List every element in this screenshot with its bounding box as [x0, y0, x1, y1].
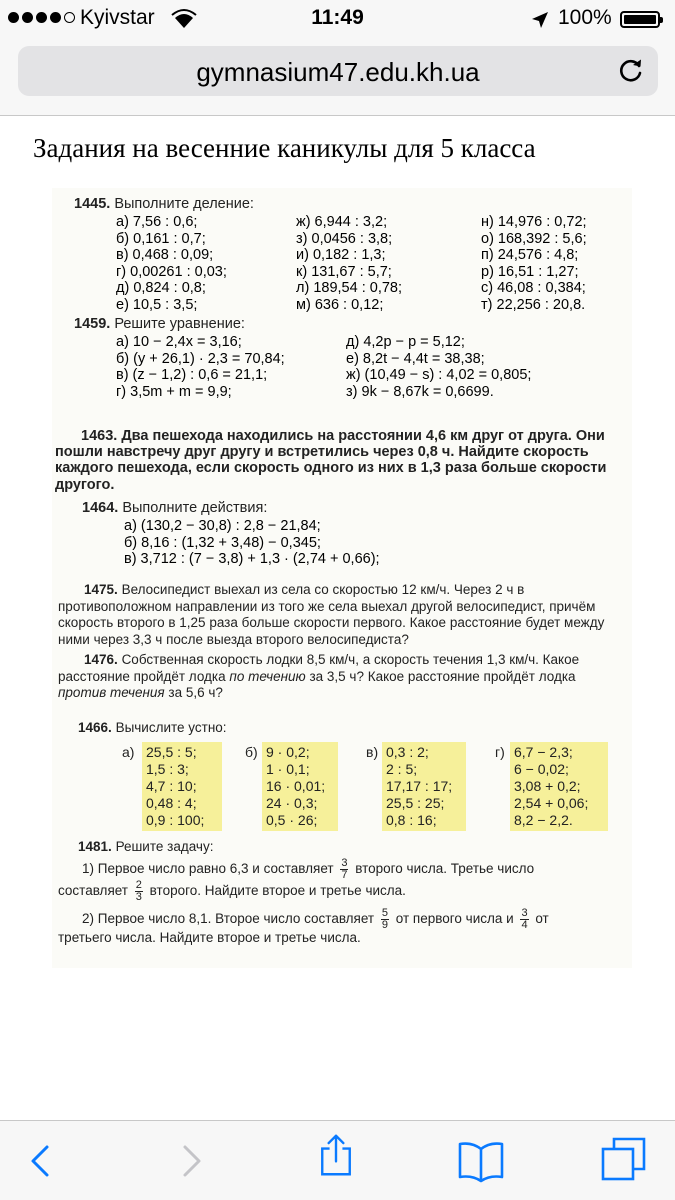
list-item: 25,5 : 25;	[386, 795, 445, 811]
list-item: р) 16,51 : 1,27;	[481, 263, 579, 280]
task-1481-line2: составляет $\frac{2}{3}$ второго. Найдите второе и третье числа.	[58, 879, 406, 903]
task-1475: 1475. Велосипедист выехал из села со скоростью 12 км/ч. Через 2 ч в противоположном направлении из того же села выехал другой велосипедист, причём скорость второго в 1,25 раза больше скорости первого. Какое расстояние будет между ними через 3,3 ч после выезда второго велосипедиста?	[58, 582, 605, 647]
list-item: 16 · 0,01;	[266, 778, 326, 794]
reload-icon[interactable]	[618, 58, 644, 84]
task-1445-items	[116, 214, 651, 313]
list-item: 24 · 0,3;	[266, 795, 318, 811]
list-item: 25,5 : 5;	[146, 744, 197, 760]
group-label: г)	[495, 744, 505, 760]
list-item: в) (z − 1,2) : 0,6 = 21,1;	[116, 367, 268, 383]
task-1466-group-a	[142, 742, 222, 831]
group-label: а)	[122, 744, 135, 760]
browser-toolbar	[0, 1120, 675, 1200]
group-label: б)	[245, 744, 258, 760]
battery-icon	[620, 11, 660, 28]
scan-cut	[52, 568, 632, 574]
list-item: 0,48 : 4;	[146, 795, 197, 811]
list-item: 3,08 + 0,2;	[514, 778, 581, 794]
task-1445-heading: 1445. Выполните деление:	[74, 196, 254, 212]
list-item: 2,54 + 0,06;	[514, 795, 589, 811]
list-item: а) (130,2 − 30,8) : 2,8 − 21,84;	[124, 518, 321, 534]
task-1459-items	[116, 334, 586, 400]
list-item: в) 3,712 : (7 − 3,8) + 1,3 · (2,74 + 0,66);	[124, 551, 380, 567]
list-item: д) 0,824 : 0,8;	[116, 280, 206, 296]
page-title: Задания на весенние каникулы для 5 класса	[33, 133, 536, 163]
list-item: г) 0,00261 : 0,03;	[116, 263, 227, 280]
list-item: 1,5 : 3;	[146, 761, 189, 777]
list-item: г) 3,5m + m = 9,9;	[116, 383, 232, 400]
list-item: к) 131,67 : 5,7;	[296, 263, 392, 280]
list-item: е) 10,5 : 3,5;	[116, 296, 198, 313]
tabs-icon[interactable]	[600, 1135, 648, 1183]
carrier-name: Kyivstar	[80, 6, 155, 29]
task-1481-heading: 1481. Решите задачу:	[78, 839, 214, 854]
list-item: м) 636 : 0,12;	[296, 296, 384, 313]
list-item: и) 0,182 : 1,3;	[296, 247, 386, 263]
task-1481-line4: третьего числа. Найдите второе и третье числа.	[58, 930, 361, 945]
share-icon[interactable]	[314, 1133, 358, 1177]
list-item: с) 46,08 : 0,384;	[481, 280, 586, 296]
task-1464-items	[124, 518, 380, 568]
list-item: ж) (10,49 − s) : 4,02 = 0,805;	[346, 367, 532, 383]
list-item: 0,5 · 26;	[266, 812, 318, 828]
task-1459-heading: 1459. Решите уравнение:	[74, 316, 245, 332]
task-1466-group-c	[382, 742, 466, 831]
list-item: 8,2 − 2,2.	[514, 812, 573, 828]
task-1466-heading: 1466. Вычислите устно:	[78, 720, 227, 735]
list-item: з) 0,0456 : 3,8;	[296, 230, 393, 247]
list-item: т) 22,256 : 20,8.	[481, 296, 586, 313]
list-item: 2 : 5;	[386, 761, 418, 777]
task-1445-col3	[481, 214, 651, 313]
task-1459-col2	[346, 334, 586, 400]
list-item: в) 0,468 : 0,09;	[116, 247, 214, 263]
list-item: б) (y + 26,1) · 2,3 = 70,84;	[116, 350, 285, 367]
task-1481-line3: 2) Первое число 8,1. Второе число составляет $\frac{5}{9}$ от первого числа и $\frac{3}{4}$ от	[82, 907, 549, 931]
list-item: а) 7,56 : 0,6;	[116, 214, 198, 230]
group-label: в)	[366, 744, 379, 760]
url-text[interactable]: gymnasium47.edu.kh.ua	[196, 57, 480, 87]
list-item: л) 189,54 : 0,78;	[296, 280, 403, 296]
list-item: н) 14,976 : 0,72;	[481, 214, 587, 230]
fraction: $\frac{5}{9}$	[381, 907, 389, 931]
list-item: 9 · 0,2;	[266, 744, 310, 760]
list-item: а) 10 − 2,4x = 3,16;	[116, 334, 242, 350]
task-1464-heading: 1464. Выполните действия:	[82, 500, 268, 516]
location-arrow-icon	[531, 11, 549, 29]
list-item: 6,7 − 2,3;	[514, 744, 573, 760]
forward-icon[interactable]	[168, 1139, 212, 1183]
task-1459-col1	[116, 334, 346, 400]
list-item: п) 24,576 : 4,8;	[481, 247, 579, 263]
clock: 11:49	[311, 6, 364, 29]
task-1466-group-b	[262, 742, 338, 831]
task-1481-line1: 1) Первое число равно 6,3 и составляет $\frac{3}{7}$ второго числа. Третье число	[82, 857, 535, 881]
status-bar	[0, 0, 675, 40]
browser-top-bar	[0, 40, 675, 116]
address-bar[interactable]	[18, 46, 658, 96]
list-item: е) 8,2t − 4,4t = 38,38;	[346, 350, 485, 367]
list-item: 1 · 0,1;	[266, 761, 310, 777]
bookmarks-icon[interactable]	[456, 1139, 506, 1183]
fraction: $\frac{2}{3}$	[135, 879, 142, 903]
list-item: 0,9 : 100;	[146, 812, 205, 828]
list-item: ж) 6,944 : 3,2;	[296, 214, 388, 230]
worksheet-scan	[52, 188, 632, 968]
fraction: $\frac{3}{7}$	[341, 857, 348, 881]
list-item: 0,3 : 2;	[386, 744, 429, 760]
task-1476: 1476. Собственная скорость лодки 8,5 км/ч, а скорость течения 1,3 км/ч. Какое расстояние пройдёт лодка по течению за 3,5 ч? Какое расстояние пройдёт лодка против течения за 5,6 ч?	[58, 652, 580, 700]
list-item: о) 168,392 : 5,6;	[481, 230, 587, 247]
task-1466-group-d	[510, 742, 608, 831]
list-item: д) 4,2p − p = 5,12;	[346, 334, 465, 350]
list-item: 0,8 : 16;	[386, 812, 437, 828]
battery-percent: 100%	[558, 6, 612, 29]
task-1463: 1463. Два пешехода находились на расстоянии 4,6 км друг от друга. Они пошли навстречу друг другу и встретились через 0,8 ч. Найдите скорость каждого пешехода, если скорость одного из них в 1,3 раза больше скорости другого.	[55, 428, 607, 493]
list-item: б) 0,161 : 0,7;	[116, 230, 206, 247]
list-item: 17,17 : 17;	[386, 778, 453, 794]
task-1445-col2	[296, 214, 481, 313]
list-item: з) 9k − 8,67k = 0,6699.	[346, 383, 494, 400]
list-item: 6 − 0,02;	[514, 761, 569, 777]
list-item: б) 8,16 : (1,32 + 3,48) − 0,345;	[124, 534, 321, 551]
fraction: $\frac{3}{4}$	[521, 907, 528, 931]
task-1445-col1	[116, 214, 296, 313]
back-icon[interactable]	[20, 1139, 64, 1183]
list-item: 4,7 : 10;	[146, 778, 197, 794]
